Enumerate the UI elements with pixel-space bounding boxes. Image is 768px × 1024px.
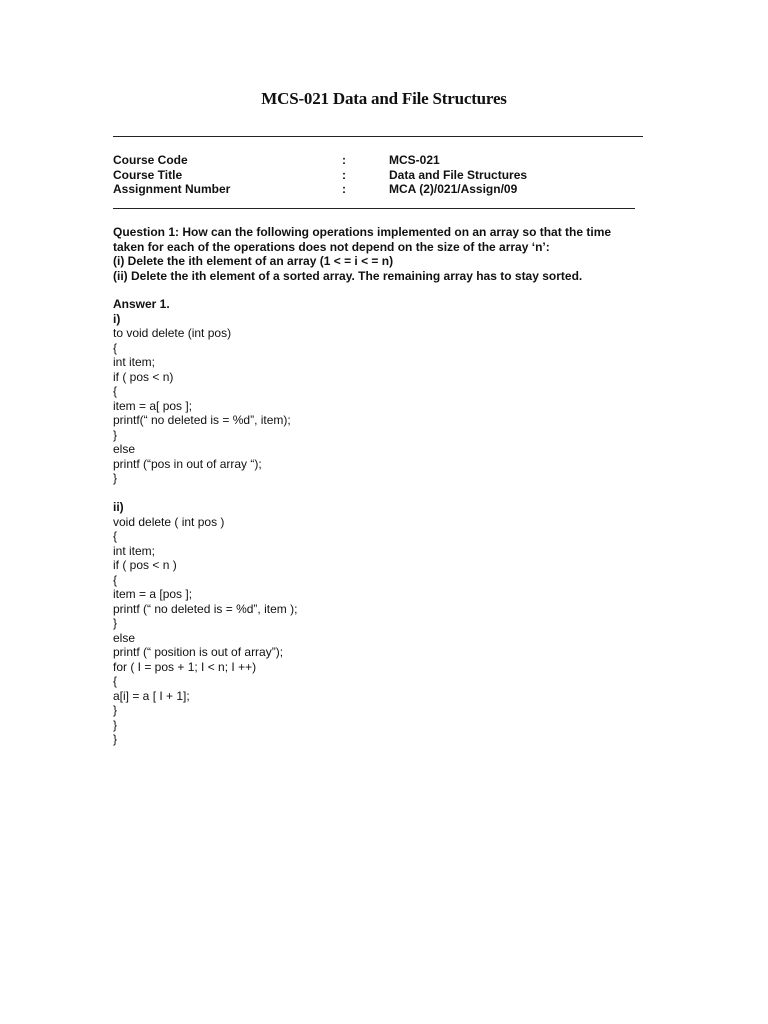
question-line: Question 1: How can the following operations implemented on an array so that the time bbox=[113, 225, 612, 239]
meta-label: Course Code bbox=[113, 153, 188, 167]
answer-block bbox=[113, 297, 633, 747]
code-line: printf (“ no deleted is = %d”, item ); bbox=[113, 601, 298, 616]
code-line: to void delete (int pos) bbox=[113, 326, 232, 340]
code-line: } bbox=[113, 427, 118, 442]
code-line: { bbox=[113, 384, 118, 398]
code-line: else bbox=[113, 442, 136, 456]
code-line: printf (“pos in out of array “); bbox=[113, 456, 262, 471]
code-line: item = a [pos ]; bbox=[113, 587, 193, 601]
code-line: { bbox=[113, 572, 118, 587]
code-line: } bbox=[113, 703, 118, 717]
question-block bbox=[113, 225, 653, 283]
meta-row-course-code bbox=[113, 153, 643, 168]
answer-heading: Answer 1. bbox=[113, 297, 170, 311]
meta-row-assignment-number bbox=[113, 182, 643, 197]
question-line: (ii) Delete the ith element of a sorted array. The remaining array has to stay sorted. bbox=[113, 268, 583, 283]
answer-part-1-label: i) bbox=[113, 311, 121, 326]
code-line: int item; bbox=[113, 543, 156, 558]
meta-row-course-title bbox=[113, 168, 643, 183]
code-block-part-1 bbox=[113, 326, 633, 486]
code-line: } bbox=[113, 616, 118, 630]
code-line: { bbox=[113, 340, 118, 355]
meta-label: Course Title bbox=[113, 168, 183, 182]
code-line: item = a[ pos ]; bbox=[113, 398, 193, 413]
meta-label: Assignment Number bbox=[113, 182, 231, 196]
meta-colon: : bbox=[342, 182, 346, 196]
code-line: else bbox=[113, 630, 136, 645]
meta-value: MCS-021 bbox=[389, 153, 440, 167]
code-line: } bbox=[113, 732, 118, 746]
code-line: } bbox=[113, 471, 118, 485]
answer-part-2-label: ii) bbox=[113, 500, 124, 514]
top-divider bbox=[113, 136, 643, 137]
code-line: printf(“ no deleted is = %d”, item); bbox=[113, 413, 291, 427]
blank-line bbox=[113, 486, 633, 501]
code-line: a[i] = a [ I + 1]; bbox=[113, 688, 190, 703]
document-title: MCS-021 Data and File Structures bbox=[261, 89, 507, 108]
code-line: } bbox=[113, 717, 118, 732]
code-line: int item; bbox=[113, 355, 156, 369]
meta-colon: : bbox=[342, 168, 346, 182]
code-line: { bbox=[113, 529, 118, 543]
code-line: for ( I = pos + 1; I < n; I ++) bbox=[113, 659, 257, 674]
question-line: taken for each of the operations does not depend on the size of the array ‘n’: bbox=[113, 239, 550, 254]
question-line: (i) Delete the ith element of an array (1 < = i < = n) bbox=[113, 254, 394, 268]
meta-colon: : bbox=[342, 153, 346, 167]
header-bottom-divider bbox=[113, 208, 635, 209]
meta-value: MCA (2)/021/Assign/09 bbox=[389, 182, 518, 196]
code-line: printf (“ position is out of array”); bbox=[113, 645, 284, 659]
code-line: { bbox=[113, 674, 118, 688]
code-line: if ( pos < n) bbox=[113, 369, 174, 384]
code-block-part-2 bbox=[113, 515, 633, 747]
code-line: if ( pos < n ) bbox=[113, 558, 177, 572]
code-line: void delete ( int pos ) bbox=[113, 514, 225, 529]
meta-value: Data and File Structures bbox=[389, 168, 528, 182]
